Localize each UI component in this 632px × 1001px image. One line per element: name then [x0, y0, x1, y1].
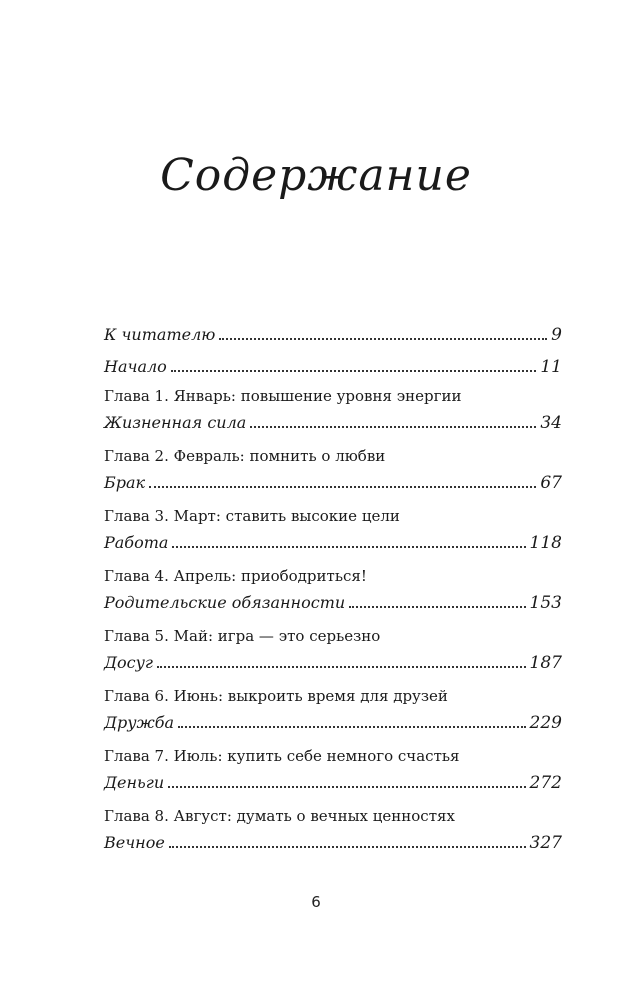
toc-chapter-3: [104, 504, 562, 558]
dot-leader: [250, 426, 536, 428]
chapter-heading: Глава 6. Июнь: выкроить время для друзей: [104, 687, 448, 705]
dot-leader: [157, 666, 526, 668]
toc-entry-page: 34: [540, 413, 562, 433]
toc-entry-page: 327: [529, 833, 562, 853]
dot-leader: [169, 846, 526, 848]
toc-entry-page: 9: [551, 325, 562, 345]
toc-entry-page: 272: [529, 773, 562, 793]
chapter-heading: Глава 1. Январь: повышение уровня энергии: [104, 387, 462, 405]
chapter-heading: Глава 4. Апрель: приободриться!: [104, 567, 367, 585]
toc-entry-page: 118: [529, 533, 562, 553]
toc-chapter-4: [104, 564, 562, 618]
toc-entry-label: Дружба: [104, 713, 175, 732]
toc-entry-to-reader: [104, 320, 562, 350]
chapter-heading: Глава 8. Август: думать о вечных ценностях: [104, 807, 455, 825]
dot-leader: [178, 726, 526, 728]
dot-leader: [171, 370, 537, 372]
toc-entry-label: Брак: [104, 473, 146, 492]
toc-entry-label: Вечное: [104, 833, 165, 852]
toc-entry-label: Начало: [104, 357, 167, 376]
toc-entry-label: Работа: [104, 533, 169, 552]
toc-entry-page: 67: [540, 473, 562, 493]
toc-chapter-7: [104, 744, 562, 798]
toc-entry-label: Родительские обязанности: [104, 593, 346, 612]
dot-leader: [219, 338, 547, 340]
toc-entry-beginning: [104, 352, 562, 382]
toc-chapter-2: [104, 444, 562, 498]
toc-chapter-8: [104, 804, 562, 858]
toc-entry-page: 11: [540, 357, 562, 377]
toc-chapter-6: [104, 684, 562, 738]
toc-entry-page: 153: [529, 593, 562, 613]
table-of-contents: [104, 320, 562, 864]
toc-entry-label: Деньги: [104, 773, 165, 792]
toc-entry-label: К читателю: [104, 325, 216, 344]
dot-leader: [149, 486, 536, 488]
page-title: Содержание: [160, 150, 472, 201]
toc-entry-label: Жизненная сила: [104, 413, 247, 432]
toc-entry-label: Досуг: [104, 653, 153, 672]
toc-entry-page: 229: [529, 713, 562, 733]
chapter-heading: Глава 7. Июль: купить себе немного счастья: [104, 747, 460, 765]
dot-leader: [168, 786, 525, 788]
dot-leader: [349, 606, 525, 608]
toc-entry-page: 187: [529, 653, 562, 673]
chapter-heading: Глава 2. Февраль: помнить о любви: [104, 447, 386, 465]
chapter-heading: Глава 3. Март: ставить высокие цели: [104, 507, 400, 525]
page-number: 6: [311, 893, 321, 911]
toc-chapter-5: [104, 624, 562, 678]
chapter-heading: Глава 5. Май: игра — это серьезно: [104, 627, 381, 645]
toc-chapter-1: [104, 384, 562, 438]
dot-leader: [172, 546, 525, 548]
